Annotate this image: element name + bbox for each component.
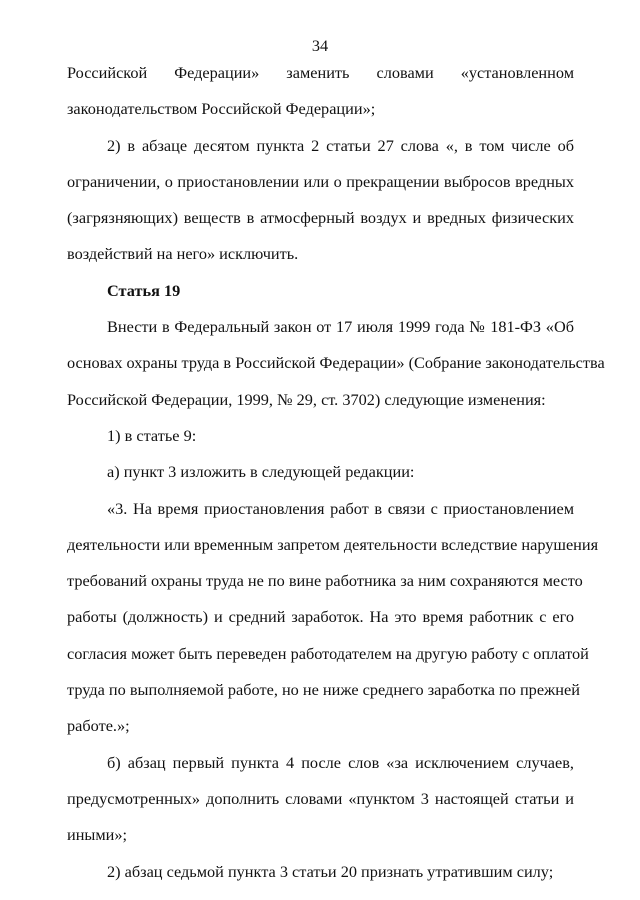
text-line: работы (должность) и средний заработок. На это время работник с его: [67, 607, 574, 627]
text-line: «3. На время приостановления работ в связи с приостановлением: [107, 498, 574, 518]
text-line: 2) абзац седьмой пункта 3 статьи 20 признать утратившим силу;: [107, 861, 554, 881]
text-line: Статья 19: [107, 280, 181, 300]
page-number: 34: [311, 36, 329, 55]
text-line: Российской Федерации» заменить словами «установленном: [67, 63, 574, 82]
text-line: согласия может быть переведен работодателем на другую работу с оплатой: [67, 643, 589, 663]
paragraph: [67, 136, 574, 281]
paragraph: [67, 317, 605, 426]
text-line: 1) в статье 9:: [107, 425, 197, 445]
text-line: требований охраны труда не по вине работника за ним сохраняются место: [67, 571, 583, 591]
text-line: а) пункт 3 изложить в следующей редакции:: [107, 462, 415, 482]
text-line: иными»;: [67, 825, 128, 845]
text-line: воздействий на него» исключить.: [67, 244, 299, 264]
article-heading: [67, 281, 574, 317]
text-line: работе.»;: [67, 716, 130, 736]
paragraph: [67, 426, 574, 462]
text-line: (загрязняющих) веществ в атмосферный воздух и вредных физических: [67, 208, 574, 228]
text-line: Российской Федерации, 1999, № 29, ст. 3702) следующие изменения:: [67, 389, 546, 409]
text-line: б) абзац первый пункта 4 после слов «за исключением случаев,: [107, 752, 574, 772]
paragraph: [67, 63, 574, 136]
paragraph: [67, 753, 574, 862]
paragraph: [67, 862, 574, 898]
text-line: ограничении, о приостановлении или о прекращении выбросов вредных: [67, 171, 574, 191]
text-line: законодательством Российской Федерации»;: [67, 99, 376, 119]
text-line: предусмотренных» дополнить словами «пунктом 3 настоящей статьи и: [67, 788, 574, 808]
text-line: 2) в абзаце десятом пункта 2 статьи 27 слова «, в том числе об: [107, 135, 574, 155]
paragraph: [67, 462, 574, 498]
document-body: [67, 63, 605, 898]
paragraph: [67, 498, 599, 753]
text-line: деятельности или временным запретом деятельности вследствие нарушения: [67, 534, 599, 554]
text-line: основах охраны труда в Российской Федерации» (Собрание законодательства: [67, 353, 605, 373]
text-line: труда по выполняемой работе, но не ниже среднего заработка по прежней: [67, 680, 580, 700]
text-line: Внести в Федеральный закон от 17 июля 1999 года № 181-ФЗ «Об: [107, 317, 574, 337]
